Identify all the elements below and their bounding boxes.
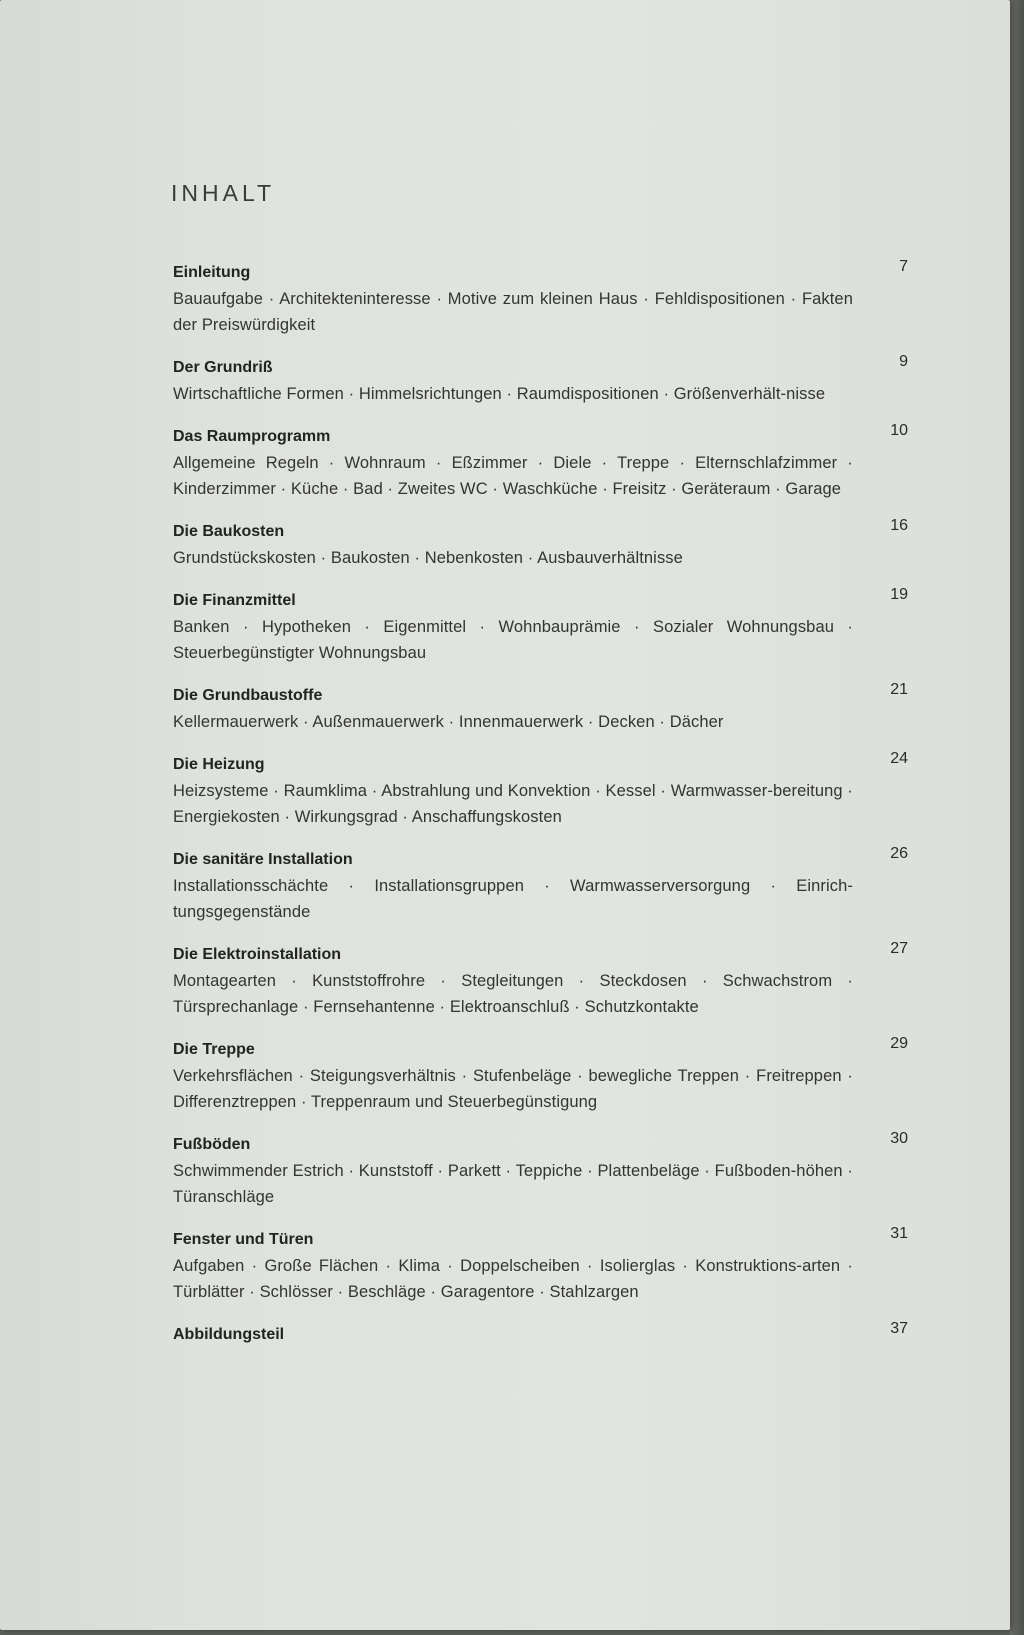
- toc-entry-page: 7: [899, 258, 908, 275]
- toc-entry-topics: Banken · Hypotheken · Eigenmittel · Wohnbauprämie · Sozialer Wohnungsbau · Steuerbegünstigter Wohnungsbau: [173, 618, 853, 662]
- toc-entry-topics: Grundstückskosten · Baukosten · Nebenkosten · Ausbauverhältnisse: [173, 549, 683, 567]
- table-of-contents: [173, 260, 908, 1365]
- toc-entry-title: Die Elektroinstallation: [173, 946, 342, 963]
- toc-entry-page: 9: [899, 353, 908, 370]
- toc-entry-page: 10: [890, 422, 908, 439]
- toc-entry: [173, 588, 908, 666]
- toc-entry: [173, 1037, 908, 1115]
- toc-entry-topics: Wirtschaftliche Formen · Himmelsrichtungen · Raumdispositionen · Größenverhält-nisse: [173, 385, 826, 403]
- toc-entry-topics: Allgemeine Regeln · Wohnraum · Eßzimmer · Diele · Treppe · Elternschlafzimmer · Kinderzimmer · Küche · Bad · Zweites WC · Waschküche · Freisitz · Geräteraum · Garage: [173, 454, 853, 498]
- toc-entry-title: Fußböden: [173, 1136, 251, 1153]
- toc-entry-topics: Schwimmender Estrich · Kunststoff · Parkett · Teppiche · Plattenbeläge · Fußboden-höhen · Türanschläge: [173, 1162, 853, 1206]
- toc-entry-topics: Installationsschächte · Installationsgruppen · Warmwasserversorgung · Einrich-tungsgegenstände: [173, 877, 853, 921]
- toc-entry-title: Fenster und Türen: [173, 1231, 314, 1248]
- toc-entry: [173, 1132, 908, 1210]
- toc-entry-title: Die Heizung: [173, 756, 265, 773]
- toc-entry: [173, 683, 908, 735]
- toc-entry-page: 16: [890, 517, 908, 534]
- toc-entry-page: 19: [890, 586, 908, 603]
- toc-entry: [173, 1227, 908, 1305]
- toc-entry-title: Der Grundriß: [173, 359, 273, 376]
- toc-entry-page: 21: [890, 681, 908, 698]
- toc-entry: [173, 752, 908, 830]
- toc-entry: [173, 847, 908, 925]
- toc-entry-topics: Heizsysteme · Raumklima · Abstrahlung und Konvektion · Kessel · Warmwasser-bereitung · Energiekosten · Wirkungsgrad · Anschaffungskosten: [173, 782, 853, 826]
- toc-entry-title: Die sanitäre Installation: [173, 851, 353, 868]
- toc-entry-topics: Verkehrsflächen · Steigungsverhältnis · Stufenbeläge · bewegliche Treppen · Freitreppen · Differenztreppen · Treppenraum und Steuerbegünstigung: [173, 1067, 853, 1111]
- toc-entry-page: 26: [890, 845, 908, 862]
- toc-entry-topics: Montagearten · Kunststoffrohre · Stegleitungen · Steckdosen · Schwachstrom · Türsprechanlage · Fernsehantenne · Elektroanschluß · Schutzkontakte: [173, 972, 853, 1016]
- toc-entry-page: 24: [890, 750, 908, 767]
- toc-entry-title: Einleitung: [173, 264, 251, 281]
- page-edge: [1010, 0, 1024, 1635]
- toc-entry-topics: Kellermauerwerk · Außenmauerwerk · Innenmauerwerk · Decken · Dächer: [173, 713, 724, 731]
- toc-entry-page: 29: [890, 1035, 908, 1052]
- toc-entry-title: Die Finanzmittel: [173, 592, 296, 609]
- toc-entry-topics: Bauaufgabe · Architekteninteresse · Motive zum kleinen Haus · Fehldispositionen · Fakten der Preiswürdigkeit: [173, 290, 853, 334]
- toc-entry: [173, 1322, 908, 1348]
- toc-entry-page: 31: [890, 1225, 908, 1242]
- toc-entry-title: Die Treppe: [173, 1041, 255, 1058]
- toc-entry-title: Die Grundbaustoffe: [173, 687, 323, 704]
- toc-entry-title: Abbildungsteil: [173, 1326, 285, 1343]
- toc-entry: [173, 355, 908, 407]
- toc-entry-page: 27: [890, 940, 908, 957]
- toc-entry: [173, 260, 908, 338]
- page-title: INHALT: [171, 180, 276, 206]
- toc-entry: [173, 519, 908, 571]
- toc-entry-topics: Aufgaben · Große Flächen · Klima · Doppelscheiben · Isolierglas · Konstruktions-arten · Türblätter · Schlösser · Beschläge · Garagentore · Stahlzargen: [173, 1257, 853, 1301]
- toc-entry-title: Das Raumprogramm: [173, 428, 331, 445]
- toc-entry-title: Die Baukosten: [173, 523, 285, 540]
- toc-entry: [173, 942, 908, 1020]
- toc-entry-page: 30: [890, 1130, 908, 1147]
- toc-entry: [173, 424, 908, 502]
- toc-entry-page: 37: [890, 1320, 908, 1337]
